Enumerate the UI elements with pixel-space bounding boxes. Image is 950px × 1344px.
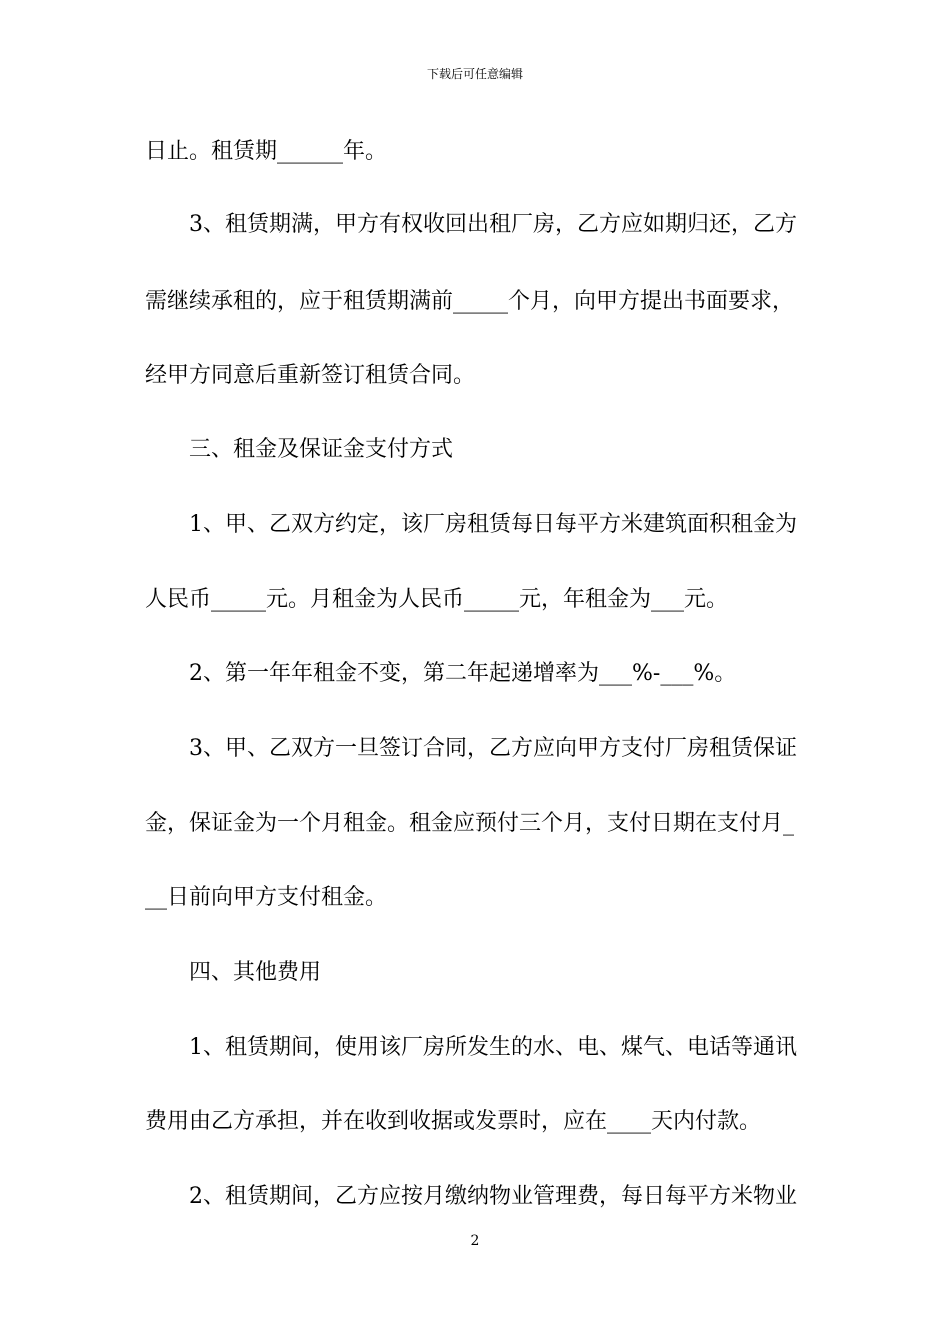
body-line-15: 2、租赁期间，乙方应按月缴纳物业管理费，每日每平方米物业 (189, 1184, 797, 1209)
body-line-1: 日止。租赁期______年。 (145, 139, 388, 164)
body-line-11: __日前向甲方支付租金。 (145, 885, 388, 910)
body-line-13: 1、租赁期间，使用该厂房所发生的水、电、煤气、电话等通讯 (189, 1035, 797, 1060)
section-heading-other-fees: 四、其他费用 (189, 960, 322, 985)
body-line-8: 2、第一年年租金不变，第二年起递增率为___%-___%。 (189, 661, 737, 686)
body-line-10: 金，保证金为一个月租金。租金应预付三个月，支付日期在支付月_ (145, 811, 795, 836)
page-header: 下载后可任意编辑 (426, 67, 523, 81)
body-line-9: 3、甲、乙双方一旦签订合同，乙方应向甲方支付厂房租赁保证 (189, 736, 797, 761)
body-line-3: 需继续承租的，应于租赁期满前_____个月，向甲方提出书面要求， (145, 289, 795, 314)
section-heading-rent-deposit: 三、租金及保证金支付方式 (189, 437, 454, 462)
page-number: 2 (470, 1233, 480, 1249)
body-line-7: 人民币_____元。月租金为人民币_____元，年租金为___元。 (145, 587, 729, 612)
body-line-2: 3、租赁期满，甲方有权收回出租厂房，乙方应如期归还，乙方 (189, 212, 797, 237)
body-line-6: 1、甲、乙双方约定，该厂房租赁每日每平方米建筑面积租金为 (189, 512, 797, 537)
body-line-4: 经甲方同意后重新签订租赁合同。 (145, 363, 476, 388)
body-line-14: 费用由乙方承担，并在收到收据或发票时，应在____天内付款。 (145, 1109, 762, 1134)
